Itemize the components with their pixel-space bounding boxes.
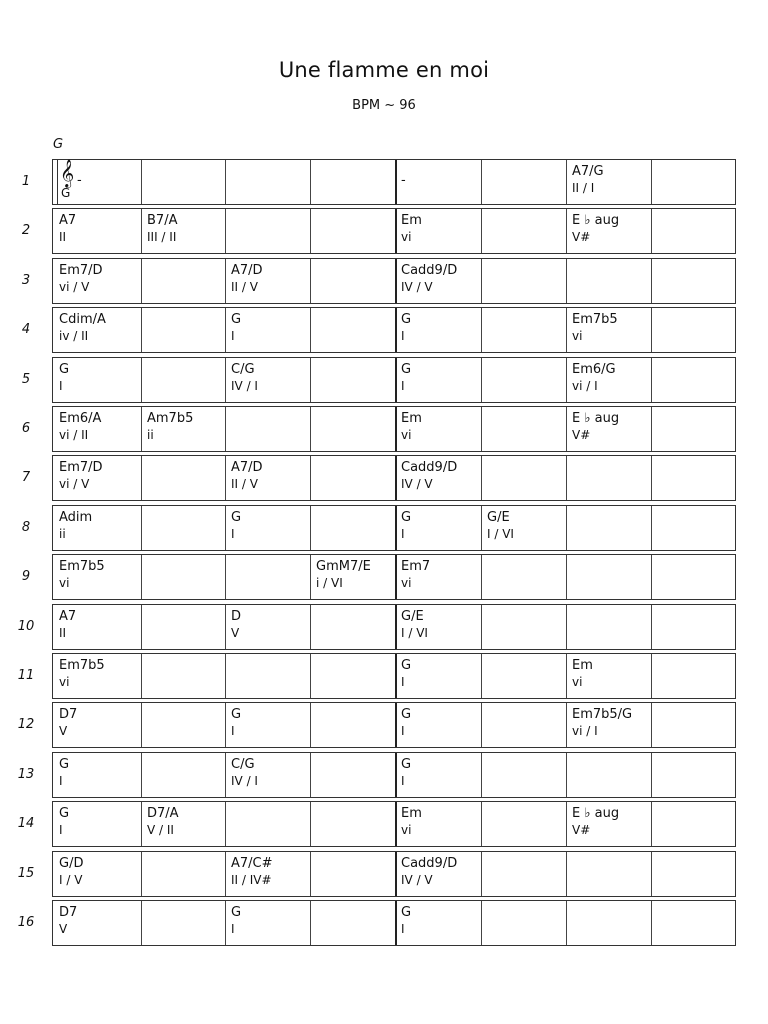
roman-numeral: I xyxy=(59,823,63,837)
roman-numeral: ii xyxy=(147,428,154,442)
row-number: 6 xyxy=(21,421,31,436)
roman-numeral: vi xyxy=(572,675,583,689)
row-number: 7 xyxy=(21,470,31,485)
chord-name: Em xyxy=(572,658,593,673)
roman-numeral: vi xyxy=(401,576,412,590)
beat-cell[interactable] xyxy=(225,308,310,352)
beat-cell[interactable] xyxy=(395,852,481,896)
beat-cell[interactable] xyxy=(225,456,310,500)
row-number: 4 xyxy=(21,322,31,337)
beat-cell[interactable] xyxy=(566,259,651,303)
beat-cell[interactable] xyxy=(481,852,566,896)
chord-name: Cadd9/D xyxy=(401,263,458,278)
beat-cell[interactable] xyxy=(566,209,651,253)
row-number: 15 xyxy=(17,866,35,881)
row-number: 5 xyxy=(21,372,31,387)
beat-cell[interactable] xyxy=(651,456,737,500)
chord-name: C/G xyxy=(231,757,255,772)
repeat-dash: - xyxy=(401,173,406,188)
beat-cell[interactable] xyxy=(141,654,225,698)
beat-cell[interactable] xyxy=(141,308,225,352)
beat-cell[interactable] xyxy=(651,654,737,698)
row-number: 8 xyxy=(21,520,31,535)
chord-name: G/E xyxy=(401,609,424,624)
roman-numeral: vi xyxy=(401,428,412,442)
bar-row xyxy=(52,455,736,501)
beat-cell[interactable] xyxy=(53,259,141,303)
beat-cell[interactable] xyxy=(53,703,141,747)
beat-cell[interactable] xyxy=(53,802,141,846)
roman-numeral: II xyxy=(59,230,67,244)
beat-cell[interactable] xyxy=(53,209,141,253)
beat-cell[interactable] xyxy=(566,506,651,550)
beat-cell[interactable] xyxy=(310,209,395,253)
beat-cell[interactable] xyxy=(395,555,481,599)
beat-cell[interactable] xyxy=(395,209,481,253)
beat-cell[interactable] xyxy=(651,209,737,253)
chord-name: Cadd9/D xyxy=(401,460,458,475)
beat-cell[interactable] xyxy=(141,407,225,451)
chord-name: Em7b5 xyxy=(59,559,105,574)
roman-numeral: V xyxy=(231,626,240,640)
chord-name: G xyxy=(231,707,242,722)
beat-cell[interactable] xyxy=(310,259,395,303)
beat-cell[interactable] xyxy=(141,456,225,500)
chord-name: GmM7/E xyxy=(316,559,371,574)
chord-name: Em7 xyxy=(401,559,431,574)
beat-cell[interactable] xyxy=(53,456,141,500)
beat-cell[interactable] xyxy=(310,160,395,204)
roman-numeral: II / V xyxy=(231,280,258,294)
beat-cell[interactable] xyxy=(53,555,141,599)
roman-numeral: I / V xyxy=(59,873,83,887)
beat-cell[interactable] xyxy=(225,407,310,451)
beat-cell[interactable] xyxy=(310,456,395,500)
chord-name: E ♭ aug xyxy=(572,411,620,426)
beat-cell[interactable] xyxy=(566,555,651,599)
beat-cell[interactable] xyxy=(53,605,141,649)
beat-cell[interactable] xyxy=(310,506,395,550)
beat-cell[interactable] xyxy=(481,308,566,352)
beat-cell[interactable] xyxy=(53,852,141,896)
chord-name: Em7b5 xyxy=(572,312,618,327)
roman-numeral: I xyxy=(401,724,405,738)
beat-cell[interactable] xyxy=(310,901,395,945)
beat-cell[interactable] xyxy=(651,407,737,451)
roman-numeral: I xyxy=(401,379,405,393)
chord-name: A7/D xyxy=(231,263,263,278)
beat-cell[interactable] xyxy=(481,605,566,649)
beat-cell[interactable] xyxy=(651,259,737,303)
roman-numeral: II / I xyxy=(572,181,595,195)
roman-numeral: vi xyxy=(401,230,412,244)
beat-cell[interactable] xyxy=(481,753,566,797)
roman-numeral: IV / V xyxy=(401,477,433,491)
chord-name: Em xyxy=(401,411,422,426)
bar-row xyxy=(52,752,736,798)
beat-cell[interactable] xyxy=(651,703,737,747)
roman-numeral: II / IV# xyxy=(231,873,272,887)
chord-name: G xyxy=(401,510,412,525)
beat-cell[interactable] xyxy=(651,802,737,846)
roman-numeral: II xyxy=(59,626,67,640)
beat-cell[interactable] xyxy=(225,506,310,550)
chord-name: G/D xyxy=(59,856,84,871)
roman-numeral: V / II xyxy=(147,823,174,837)
roman-numeral: vi xyxy=(401,823,412,837)
clef-key-label: G xyxy=(61,186,71,200)
chord-name: A7/C# xyxy=(231,856,273,871)
beat-cell[interactable] xyxy=(141,901,225,945)
beat-cell[interactable] xyxy=(141,506,225,550)
chord-name: G xyxy=(401,757,412,772)
row-number: 2 xyxy=(21,223,31,238)
chord-name: Em xyxy=(401,806,422,821)
chord-name: Cdim/A xyxy=(59,312,106,327)
roman-numeral: II / V xyxy=(231,477,258,491)
beat-cell[interactable] xyxy=(225,259,310,303)
beat-cell[interactable] xyxy=(566,308,651,352)
chord-name: Em xyxy=(401,213,422,228)
chord-name: D7/A xyxy=(147,806,179,821)
chord-name: G xyxy=(401,905,412,920)
key-signature: G xyxy=(53,137,64,152)
chord-name: D xyxy=(231,609,242,624)
beat-cell[interactable] xyxy=(53,901,141,945)
roman-numeral: I xyxy=(231,527,235,541)
bar-row xyxy=(52,258,736,304)
roman-numeral: I / VI xyxy=(401,626,428,640)
beat-cell[interactable] xyxy=(566,654,651,698)
beat-cell[interactable] xyxy=(395,456,481,500)
beat-cell[interactable] xyxy=(651,555,737,599)
roman-numeral: I xyxy=(231,724,235,738)
chord-name: E ♭ aug xyxy=(572,806,620,821)
beat-cell[interactable] xyxy=(566,358,651,402)
chord-name: Em6/G xyxy=(572,362,616,377)
roman-numeral: V# xyxy=(572,823,591,837)
beat-cell[interactable] xyxy=(225,555,310,599)
beat-cell[interactable] xyxy=(310,308,395,352)
beat-cell[interactable] xyxy=(395,703,481,747)
beat-cell[interactable] xyxy=(225,209,310,253)
roman-numeral: i / VI xyxy=(316,576,343,590)
beat-cell[interactable] xyxy=(395,605,481,649)
chord-name: D7 xyxy=(59,707,78,722)
row-number: 11 xyxy=(17,668,35,683)
chord-name: G/E xyxy=(487,510,510,525)
beat-cell[interactable] xyxy=(53,506,141,550)
bar-row xyxy=(52,554,736,600)
beat-cell[interactable] xyxy=(566,703,651,747)
roman-numeral: I xyxy=(401,527,405,541)
beat-cell[interactable] xyxy=(141,703,225,747)
row-number: 16 xyxy=(17,915,35,930)
roman-numeral: IV / V xyxy=(401,873,433,887)
beat-cell[interactable] xyxy=(53,358,141,402)
roman-numeral: I xyxy=(231,329,235,343)
beat-cell[interactable] xyxy=(395,753,481,797)
roman-numeral: V# xyxy=(572,230,591,244)
roman-numeral: iv / II xyxy=(59,329,89,343)
roman-numeral: I xyxy=(59,379,63,393)
beat-cell[interactable] xyxy=(310,407,395,451)
row-number: 12 xyxy=(17,717,35,732)
tempo-label: BPM ~ 96 xyxy=(352,98,416,113)
chord-name: A7/G xyxy=(572,164,604,179)
chord-name: G xyxy=(59,757,70,772)
beat-cell[interactable] xyxy=(481,901,566,945)
row-number: 1 xyxy=(21,174,31,189)
row-number: 13 xyxy=(17,767,35,782)
beat-cell[interactable] xyxy=(225,654,310,698)
roman-numeral: I xyxy=(401,329,405,343)
repeat-dash: - xyxy=(77,173,82,188)
beat-cell[interactable] xyxy=(141,259,225,303)
bar-row xyxy=(52,851,736,897)
beat-cell[interactable] xyxy=(481,506,566,550)
beat-cell[interactable] xyxy=(141,753,225,797)
beat-cell[interactable] xyxy=(566,605,651,649)
row-number: 9 xyxy=(21,569,31,584)
roman-numeral: vi xyxy=(59,675,70,689)
beat-cell[interactable] xyxy=(395,901,481,945)
beat-cell[interactable] xyxy=(481,358,566,402)
beat-cell[interactable] xyxy=(481,802,566,846)
beat-cell[interactable] xyxy=(566,753,651,797)
bar-row xyxy=(52,702,736,748)
beat-cell[interactable] xyxy=(225,901,310,945)
beat-cell[interactable] xyxy=(566,802,651,846)
beat-cell[interactable] xyxy=(651,308,737,352)
treble-clef-icon: 𝄞 xyxy=(60,159,75,187)
beat-cell[interactable] xyxy=(651,160,737,204)
beat-cell[interactable] xyxy=(395,506,481,550)
beat-cell[interactable] xyxy=(566,901,651,945)
roman-numeral: vi / I xyxy=(572,724,598,738)
beat-cell[interactable] xyxy=(481,209,566,253)
roman-numeral: vi xyxy=(59,576,70,590)
beat-cell[interactable] xyxy=(395,654,481,698)
beat-cell[interactable] xyxy=(395,407,481,451)
beat-cell[interactable] xyxy=(141,358,225,402)
roman-numeral: vi / V xyxy=(59,477,90,491)
beat-cell[interactable] xyxy=(53,308,141,352)
chord-name: D7 xyxy=(59,905,78,920)
roman-numeral: V# xyxy=(572,428,591,442)
roman-numeral: ii xyxy=(59,527,66,541)
bar-row xyxy=(52,801,736,847)
beat-cell[interactable] xyxy=(481,407,566,451)
chord-name: G xyxy=(59,806,70,821)
beat-cell[interactable] xyxy=(481,555,566,599)
beat-cell[interactable] xyxy=(310,605,395,649)
beat-cell[interactable] xyxy=(141,852,225,896)
bar-row xyxy=(52,159,736,205)
chord-name: Em7/D xyxy=(59,263,103,278)
beat-cell[interactable] xyxy=(310,358,395,402)
roman-numeral: vi / I xyxy=(572,379,598,393)
chord-name: G xyxy=(231,510,242,525)
beat-cell[interactable] xyxy=(651,901,737,945)
beat-cell[interactable] xyxy=(481,456,566,500)
row-number: 3 xyxy=(21,273,31,288)
beat-cell[interactable] xyxy=(395,160,481,204)
chord-name: E ♭ aug xyxy=(572,213,620,228)
roman-numeral: IV / I xyxy=(231,774,258,788)
beat-cell[interactable] xyxy=(225,358,310,402)
beat-cell[interactable] xyxy=(53,654,141,698)
beat-cell[interactable] xyxy=(651,852,737,896)
chord-name: G xyxy=(59,362,70,377)
beat-cell[interactable] xyxy=(481,703,566,747)
roman-numeral: IV / I xyxy=(231,379,258,393)
chord-name: C/G xyxy=(231,362,255,377)
row-number: 14 xyxy=(17,816,35,831)
beat-cell[interactable] xyxy=(395,802,481,846)
beat-cell[interactable] xyxy=(310,555,395,599)
beat-cell[interactable] xyxy=(566,407,651,451)
beat-cell[interactable] xyxy=(395,308,481,352)
beat-cell[interactable] xyxy=(481,160,566,204)
bar-row xyxy=(52,307,736,353)
beat-cell[interactable] xyxy=(310,753,395,797)
roman-numeral: I xyxy=(401,675,405,689)
chord-name: G xyxy=(401,312,412,327)
beat-cell[interactable] xyxy=(225,802,310,846)
song-title: Une flamme en moi xyxy=(278,58,490,82)
bar-row xyxy=(52,653,736,699)
chord-name: Am7b5 xyxy=(147,411,194,426)
beat-cell[interactable] xyxy=(141,209,225,253)
row-number: 10 xyxy=(17,619,35,634)
beat-cell[interactable] xyxy=(53,753,141,797)
chord-name: Cadd9/D xyxy=(401,856,458,871)
beat-cell[interactable] xyxy=(310,802,395,846)
chord-name: G xyxy=(401,362,412,377)
beat-cell[interactable] xyxy=(481,654,566,698)
roman-numeral: IV / V xyxy=(401,280,433,294)
beat-cell[interactable] xyxy=(141,802,225,846)
chord-name: Adim xyxy=(59,510,93,525)
chord-name: Em7b5 xyxy=(59,658,105,673)
beat-cell[interactable] xyxy=(481,259,566,303)
roman-numeral: V xyxy=(59,922,68,936)
beat-cell[interactable] xyxy=(310,654,395,698)
beat-cell[interactable] xyxy=(566,456,651,500)
bar-row xyxy=(52,406,736,452)
beat-cell[interactable] xyxy=(651,753,737,797)
roman-numeral: I / VI xyxy=(487,527,514,541)
bar-row xyxy=(52,900,736,946)
chord-name: B7/A xyxy=(147,213,178,228)
chord-name: A7 xyxy=(59,213,77,228)
beat-cell[interactable] xyxy=(566,852,651,896)
chord-name: Em7/D xyxy=(59,460,103,475)
bar-row xyxy=(52,208,736,254)
beat-cell[interactable] xyxy=(53,407,141,451)
chord-name: G xyxy=(231,905,242,920)
roman-numeral: III / II xyxy=(147,230,177,244)
roman-numeral: I xyxy=(401,774,405,788)
chord-name: A7/D xyxy=(231,460,263,475)
roman-numeral: I xyxy=(59,774,63,788)
bar-row xyxy=(52,357,736,403)
beat-cell[interactable] xyxy=(651,358,737,402)
beat-cell[interactable] xyxy=(53,160,141,204)
roman-numeral: I xyxy=(401,922,405,936)
beat-cell[interactable] xyxy=(141,555,225,599)
chord-name: G xyxy=(231,312,242,327)
beat-cell[interactable] xyxy=(651,506,737,550)
beat-cell[interactable] xyxy=(141,605,225,649)
beat-cell[interactable] xyxy=(225,753,310,797)
bar-row xyxy=(52,604,736,650)
beat-cell[interactable] xyxy=(225,703,310,747)
chord-name: Em7b5/G xyxy=(572,707,633,722)
chord-name: G xyxy=(401,707,412,722)
roman-numeral: vi / II xyxy=(59,428,89,442)
beat-cell[interactable] xyxy=(395,259,481,303)
roman-numeral: vi xyxy=(572,329,583,343)
chord-name: Em6/A xyxy=(59,411,102,426)
bar-row xyxy=(52,505,736,551)
beat-cell[interactable] xyxy=(225,852,310,896)
beat-cell[interactable] xyxy=(141,160,225,204)
beat-cell[interactable] xyxy=(566,160,651,204)
beat-cell[interactable] xyxy=(225,160,310,204)
roman-numeral: I xyxy=(231,922,235,936)
beat-cell[interactable] xyxy=(310,703,395,747)
chord-name: G xyxy=(401,658,412,673)
beat-cell[interactable] xyxy=(225,605,310,649)
beat-cell[interactable] xyxy=(395,358,481,402)
beat-cell[interactable] xyxy=(310,852,395,896)
roman-numeral: vi / V xyxy=(59,280,90,294)
roman-numeral: V xyxy=(59,724,68,738)
chord-name: A7 xyxy=(59,609,77,624)
beat-cell[interactable] xyxy=(651,605,737,649)
